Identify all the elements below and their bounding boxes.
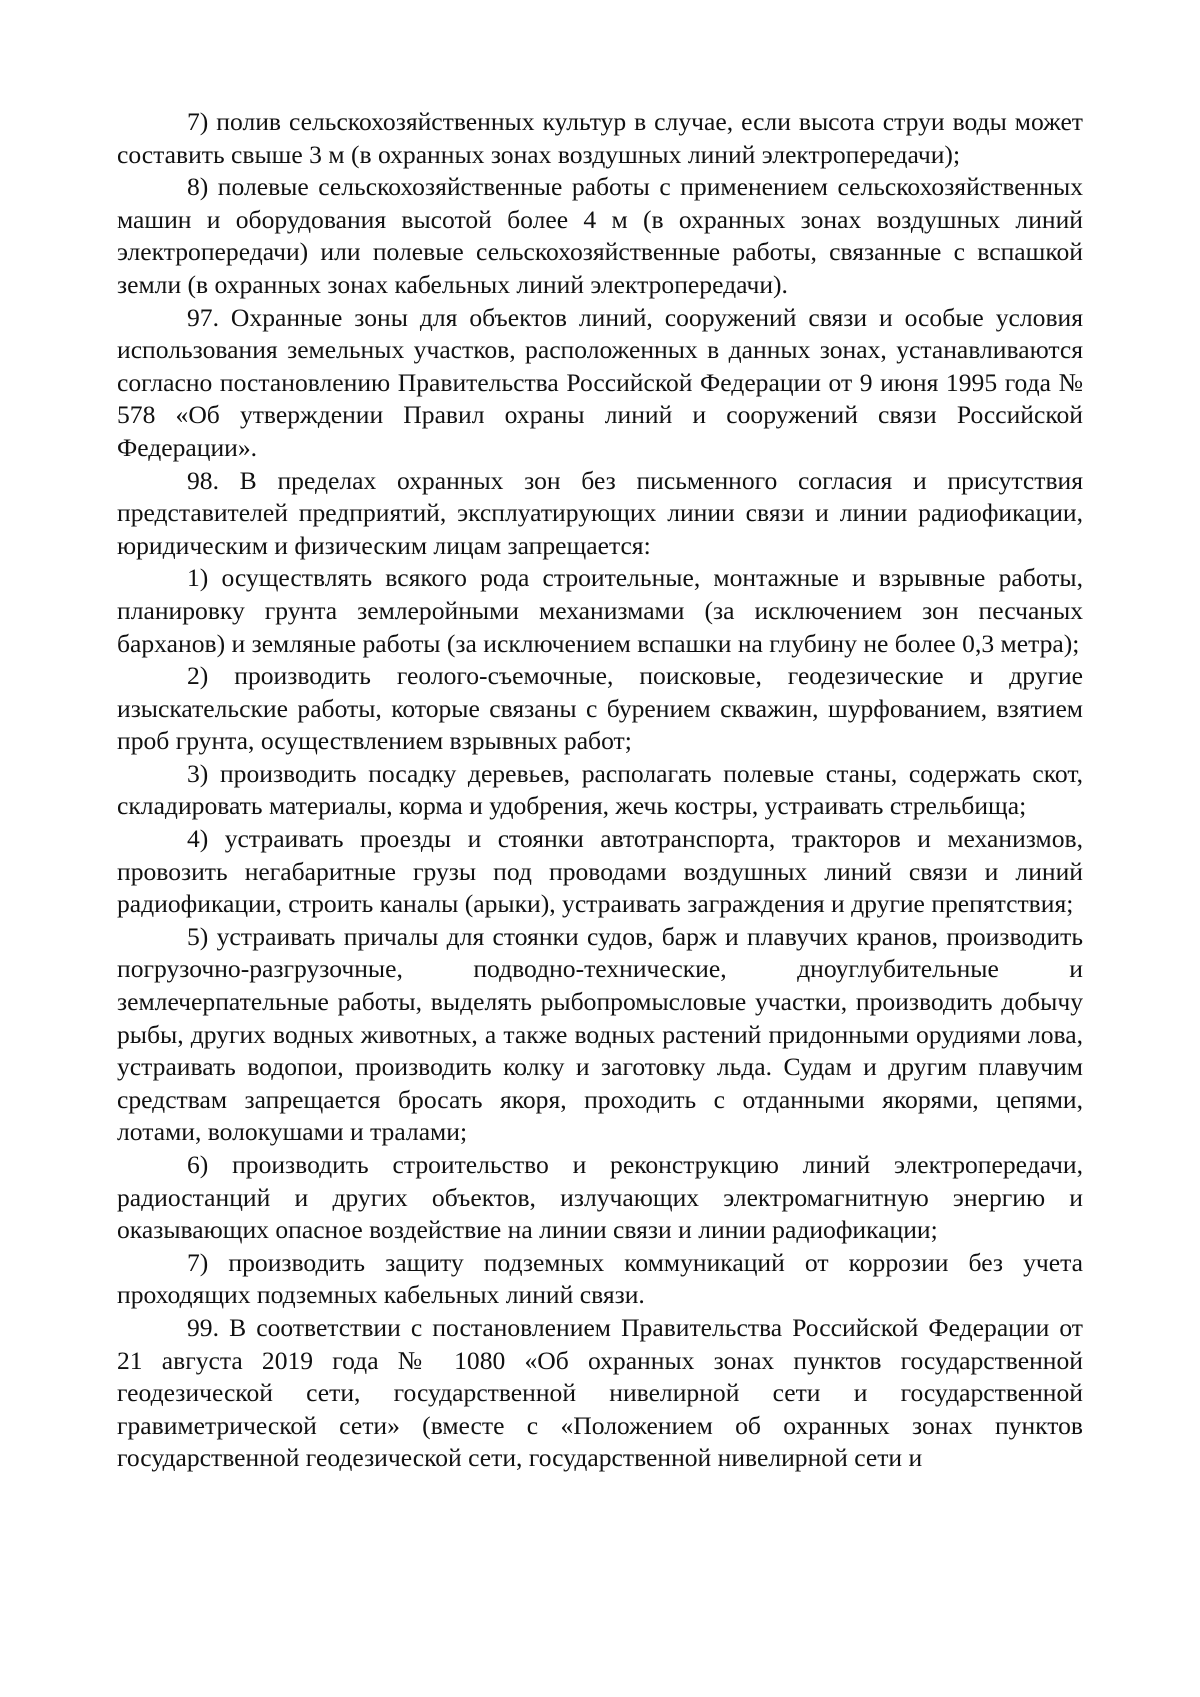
paragraph-item-7-irrigation: 7) полив сельскохозяйственных культур в случае, если высота струи воды может составить свыше 3 м (в охранных зонах воздушных линий электропередачи); bbox=[117, 107, 1083, 169]
paragraph-item-1-construction-works: 1) осуществлять всякого рода строительные, монтажные и взрывные работы, планировку грунта землеройными механизмами (за исключением зон песчаных барханов) и земляные работы (за исключением вспашки на глубину не более 0,3 метра); bbox=[117, 563, 1083, 658]
paragraph-item-6-power-lines: 6) производить строительство и реконструкцию линий электропередачи, радиостанций и других объектов, излучающих электромагнитную энергию и оказывающих опасное воздействие на линии связи и линии радиофикации; bbox=[117, 1150, 1083, 1245]
document-page bbox=[117, 106, 1083, 1475]
paragraph-item-8-field-works: 8) полевые сельскохозяйственные работы с применением сельскохозяйственных машин и оборудования высотой более 4 м (в охранных зонах воздушных линий электропередачи) или полевые сельскохозяйственные работы, связанные с вспашкой земли (в охранных зонах кабельных линий электропередачи). bbox=[117, 172, 1083, 299]
paragraph-item-5-moorings: 5) устраивать причалы для стоянки судов, барж и плавучих кранов, производить погрузочно-разгрузочные, подводно-технические, дноуглубительные и землечерпательные работы, выделять рыбопромысловые участки, производить добычу рыбы, других водных животных, а также водных растений придонными орудиями лова, устраивать водопои, производить колку и заготовку льда. Судам и другим плавучим средствам запрещается бросать якоря, проходить с отданными якорями, цепями, лотами, волокушами и тралами; bbox=[117, 921, 1083, 1147]
paragraph-item-7-corrosion-protection: 7) производить защиту подземных коммуникаций от коррозии без учета проходящих подземных кабельных линий связи. bbox=[117, 1247, 1083, 1310]
paragraph-98-prohibitions: 98. В пределах охранных зон без письменного согласия и присутствия представителей предприятий, эксплуатирующих линии связи и линии радиофикации, юридическим и физическим лицам запрещается: bbox=[117, 465, 1083, 560]
paragraph-99-geodetic-zones: 99. В соответствии с постановлением Правительства Российской Федерации от 21 августа 2019 года № 1080 «Об охранных зонах пунктов государственной геодезической сети, государственной нивелирной сети и государственной гравиметрической сети» (вместе с «Положением об охранных зонах пунктов государственной геодезической сети, государственной нивелирной сети и bbox=[117, 1312, 1083, 1473]
paragraph-item-4-passages: 4) устраивать проезды и стоянки автотранспорта, тракторов и механизмов, провозить негабаритные грузы под проводами воздушных линий связи и линий радиофикации, строить каналы (арыки), устраивать заграждения и другие препятствия; bbox=[117, 824, 1083, 919]
paragraph-97-communication-zones: 97. Охранные зоны для объектов линий, сооружений связи и особые условия использования земельных участков, расположенных в данных зонах, устанавливаются согласно постановлению Правительства Российской Федерации от 9 июня 1995 года № 578 «Об утверждении Правил охраны линий и сооружений связи Российской Федерации». bbox=[117, 302, 1083, 462]
paragraph-item-3-planting: 3) производить посадку деревьев, располагать полевые станы, содержать скот, складировать материалы, корма и удобрения, жечь костры, устраивать стрельбища; bbox=[117, 758, 1083, 821]
paragraph-item-2-survey-works: 2) производить геолого-съемочные, поисковые, геодезические и другие изыскательские работы, которые связаны с бурением скважин, шурфованием, взятием проб грунта, осуществлением взрывных работ; bbox=[117, 661, 1083, 756]
